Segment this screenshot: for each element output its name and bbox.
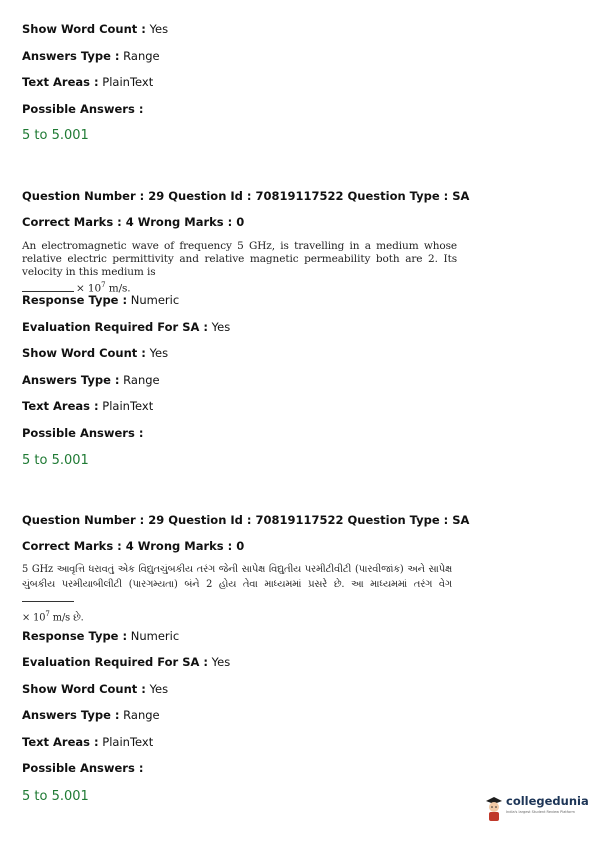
field-label: Possible Answers :	[22, 102, 144, 116]
answers-type-row	[22, 708, 160, 722]
field-label: Text Areas :	[22, 399, 99, 413]
question-unit-tail: m/s.	[105, 282, 131, 295]
field-value: PlainText	[102, 399, 154, 413]
field-label: Answers Type :	[22, 49, 120, 63]
show-word-count-row	[22, 682, 168, 696]
field-value: Range	[123, 708, 160, 722]
field-value: PlainText	[102, 75, 154, 89]
question-marks: Correct Marks : 4 Wrong Marks : 0	[22, 539, 245, 553]
question-header: Question Number : 29 Question Id : 70819117522 Question Type : SA	[22, 513, 470, 527]
question-unit-tail: m/s છે.	[49, 612, 84, 624]
question-exponent: 7	[101, 281, 106, 289]
question-unit: × 10	[22, 612, 46, 624]
answer-blank	[22, 601, 74, 602]
field-value: Range	[123, 49, 160, 63]
answers-type-row	[22, 49, 160, 63]
field-label: Show Word Count :	[22, 22, 146, 36]
response-type-row	[22, 629, 179, 643]
evaluation-row	[22, 320, 230, 334]
field-label: Text Areas :	[22, 75, 99, 89]
show-word-count-row	[22, 22, 168, 36]
text-areas-row	[22, 399, 153, 413]
evaluation-row	[22, 655, 230, 669]
question-body: 5 GHz આવૃત્તિ ધરાવતું એક વિદ્યુતચુંબકીય તરંગ જેની સાપેક્ષ વિદ્યુતીય પરમીટીવીટી (પારવીજાંક) અને સાપેક્ષ ચુંબકીય પરમીયાબીલીટી (પારગમ્યતા) બંને 2 હોય તેવા માધ્યમમાં પ્રસરે છે. આ માધ્યમમાં તરંગ વેગ	[22, 564, 452, 590]
possible-answers-row	[22, 102, 143, 116]
field-label: Text Areas :	[22, 735, 99, 749]
field-value: Numeric	[130, 629, 180, 643]
response-type-row	[22, 293, 179, 307]
mascot-icon	[484, 794, 504, 822]
question-text	[22, 562, 452, 625]
field-value: Yes	[149, 22, 169, 36]
text-areas-row	[22, 75, 153, 89]
question-text	[22, 240, 457, 296]
answer-blank	[22, 291, 74, 292]
field-label: Response Type :	[22, 629, 128, 643]
field-value: Range	[123, 373, 160, 387]
field-label: Show Word Count :	[22, 346, 146, 360]
logo-tagline: India's largest Student Review Platform	[506, 810, 575, 814]
field-label: Evaluation Required For SA :	[22, 655, 209, 669]
field-label: Show Word Count :	[22, 682, 146, 696]
possible-answers-row	[22, 761, 143, 775]
logo-name: collegedunia	[506, 794, 589, 808]
field-value: Yes	[211, 320, 231, 334]
field-label: Answers Type :	[22, 708, 120, 722]
possible-answer-value: 5 to 5.001	[22, 453, 89, 468]
text-areas-row	[22, 735, 153, 749]
question-header: Question Number : 29 Question Id : 70819117522 Question Type : SA	[22, 189, 470, 203]
field-value: Yes	[149, 682, 169, 696]
question-unit: × 10	[76, 282, 102, 295]
question-marks: Correct Marks : 4 Wrong Marks : 0	[22, 215, 245, 229]
field-value: PlainText	[102, 735, 154, 749]
possible-answer-value: 5 to 5.001	[22, 789, 89, 804]
field-value: Yes	[149, 346, 169, 360]
field-label: Possible Answers :	[22, 761, 144, 775]
question-exponent: 7	[45, 610, 50, 618]
field-label: Evaluation Required For SA :	[22, 320, 209, 334]
answers-type-row	[22, 373, 160, 387]
possible-answers-row	[22, 426, 143, 440]
field-value: Yes	[211, 655, 231, 669]
field-label: Response Type :	[22, 293, 128, 307]
field-value: Numeric	[130, 293, 180, 307]
question-body: An electromagnetic wave of frequency 5 GHz, is travelling in a medium whose relative electric permittivity and relative magnetic permeability both are 2. Its velocity in this medium is	[22, 240, 457, 278]
possible-answer-value: 5 to 5.001	[22, 128, 89, 143]
show-word-count-row	[22, 346, 168, 360]
field-label: Possible Answers :	[22, 426, 144, 440]
collegedunia-logo[interactable]	[484, 794, 589, 824]
field-label: Answers Type :	[22, 373, 120, 387]
